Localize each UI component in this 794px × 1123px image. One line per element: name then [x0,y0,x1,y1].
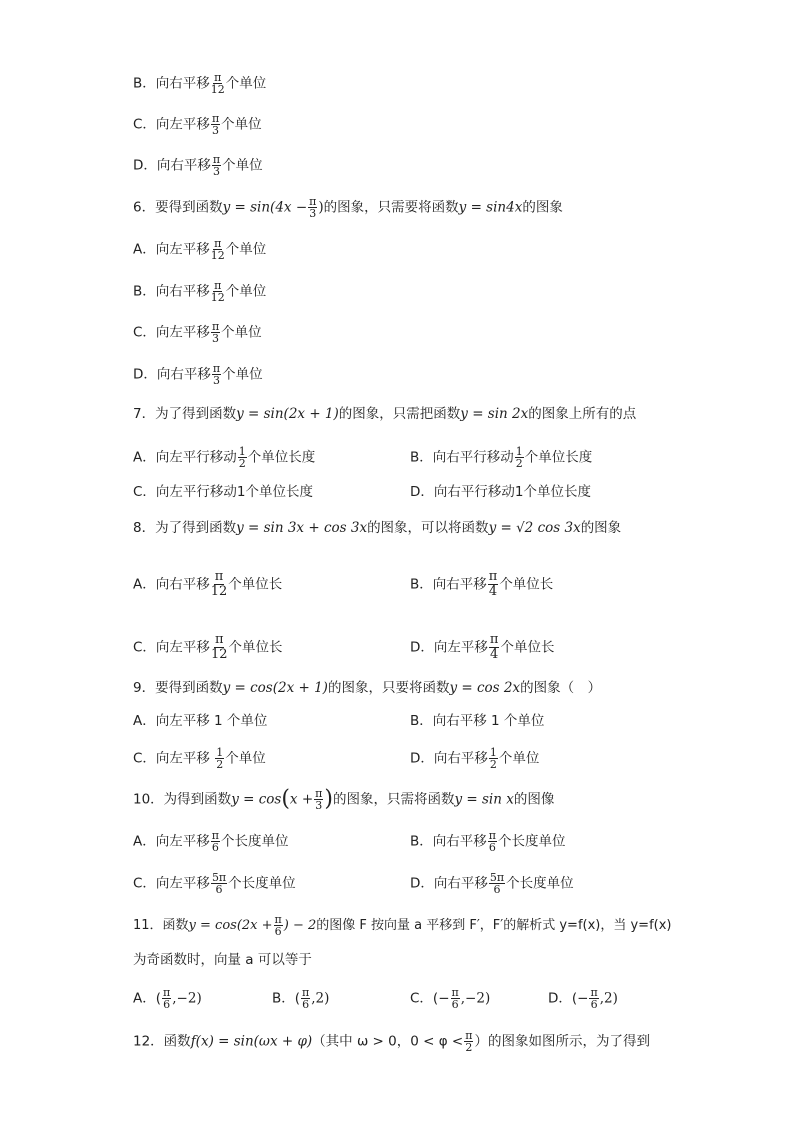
question-7-option-b: B．向右平行移动 $\frac{1}{2}$ 个单位长度 [410,445,593,470]
question-9-option-b: B．向右平移 1 个单位 [410,713,545,729]
question-11-option-d: D．(− $\frac{\pi}{6}$ ,2) [548,986,618,1011]
question-6-option-a: A．向左平移 $\frac{\pi}{12}$ 个单位 [133,237,267,262]
question-9: 9．要得到函数y = cos(2x + 1)的图象，只要将函数y = cos 2x的图象（ ） [133,680,602,696]
question-10-option-a: A．向左平移 $\frac{\pi}{6}$ 个长度单位 [133,829,289,854]
question-8-option-b: B．向右平移 $\frac{\pi}{4}$ 个单位长 [410,569,554,599]
question-10-option-d: D．向右平移 $\frac{5\pi}{6}$ 个长度单位 [410,871,574,896]
question-6-option-d: D．向右平移 $\frac{\pi}{3}$ 个单位 [133,362,263,387]
question-8: 8．为了得到函数y = sin 3x + cos 3x的图象，可以将函数y = √2 cos 3x的图象 [133,520,622,536]
question-11: 11．函数y = cos(2x + $\frac{\pi}{6}$ ) − 2的图像 F 按向量 a 平移到 F′，F′的解析式 y=f(x)，当 y=f(x) [133,913,672,938]
option-c-top: C．向左平移 $\frac{\pi}{3}$ 个单位 [133,112,262,137]
fraction: $\frac{\pi}{3}$ [211,112,220,137]
question-6-option-b: B．向右平移 $\frac{\pi}{12}$ 个单位 [133,279,267,304]
question-11-option-a: A．( $\frac{\pi}{6}$ ,−2) [133,986,202,1011]
question-10: 10．为得到函数y = cos(x + $\frac{\pi}{3}$ )的图象，只需将函数y = sin x的图像 [133,786,555,812]
fraction: $\frac{\pi}{3}$ [212,153,221,178]
question-12: 12．函数f(x) = sin(ωx + φ)（其中 ω > 0，0 < φ < $\frac{\pi}{2}$ ）的图象如图所示，为了得到 [133,1029,650,1054]
fraction: $\frac{\pi}{3}$ [309,195,317,220]
question-7-option-c: C．向左平行移动1个单位长度 [133,484,314,500]
question-7: 7．为了得到函数y = sin(2x + 1)的图象，只需把函数y = sin 2x的图象上所有的点 [133,406,637,422]
question-9-option-c: C．向左平移 $\frac{1}{2}$ 个单位 [133,746,266,771]
fraction: $\frac{\pi}{12}$ [210,71,225,96]
option-b-top: B．向右平移 $\frac{\pi}{12}$ 个单位 [133,71,267,96]
question-6: 6．要得到函数y = sin(4x − $\frac{\pi}{3}$ )的图象，只需要将函数y = sin4x的图象 [133,195,563,220]
option-d-top: D．向右平移 $\frac{\pi}{3}$ 个单位 [133,153,263,178]
question-11-continued: 为奇函数时，向量 a 可以等于 [133,952,312,968]
question-10-option-b: B．向右平移 $\frac{\pi}{6}$ 个长度单位 [410,829,566,854]
question-8-option-c: C．向左平移 $\frac{\pi}{12}$ 个单位长 [133,632,283,662]
question-8-option-d: D．向左平移 $\frac{\pi}{4}$ 个单位长 [410,632,555,662]
question-6-option-c: C．向左平移 $\frac{\pi}{3}$ 个单位 [133,320,262,345]
question-7-option-d: D．向右平行移动1个单位长度 [410,484,591,500]
question-8-option-a: A．向右平移 $\frac{\pi}{12}$ 个单位长 [133,569,283,599]
question-9-option-d: D．向右平移 $\frac{1}{2}$ 个单位 [410,746,540,771]
question-7-option-a: A．向左平行移动 $\frac{1}{2}$ 个单位长度 [133,445,316,470]
question-11-option-b: B．( $\frac{\pi}{6}$ ,2) [272,986,330,1011]
question-10-option-c: C．向左平移 $\frac{5\pi}{6}$ 个长度单位 [133,871,296,896]
question-9-option-a: A．向左平移 1 个单位 [133,713,268,729]
question-11-option-c: C．(− $\frac{\pi}{6}$ ,−2) [410,986,491,1011]
